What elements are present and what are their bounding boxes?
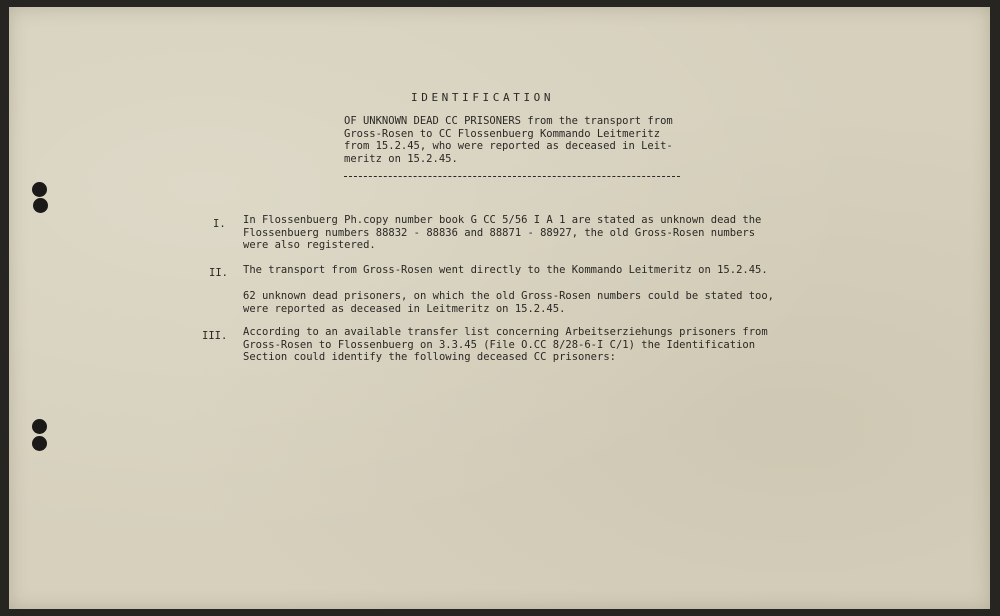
document-heading: IDENTIFICATION xyxy=(411,91,555,104)
section-numeral: III. xyxy=(202,330,228,342)
punch-hole xyxy=(32,436,47,451)
section-text: 62 unknown dead prisoners, on which the old Gross-Rosen numbers could be stated too, were reported as deceased in Leitmeritz on 15.2.45. xyxy=(243,290,775,315)
punch-hole xyxy=(33,198,48,213)
dashed-underline xyxy=(344,176,680,177)
punch-hole xyxy=(32,419,47,434)
section-text: According to an available transfer list concerning Arbeitserziehungs prisoners from Gross-Rosen to Flossenbuerg on 3.3.45 (File O.CC 8/28-6-I C/1) the Identification Section could identify the following deceased CC prisoners: xyxy=(243,326,768,364)
section-numeral: II. xyxy=(209,267,228,279)
section-numeral: I. xyxy=(213,218,226,230)
document-subtitle: OF UNKNOWN DEAD CC PRISONERS from the transport from Gross-Rosen to CC Flossenbuerg Kommando Leitmeritz from 15.2.45, who were reported as deceased in Leit- meritz on 15.2.45. xyxy=(344,115,673,165)
section-text: The transport from Gross-Rosen went directly to the Kommando Leitmeritz on 15.2.45. xyxy=(243,264,768,276)
section-text: In Flossenbuerg Ph.copy number book G CC 5/56 I A 1 are stated as unknown dead the Flossenbuerg numbers 88832 - 88836 and 88871 - 88927, the old Gross-Rosen numbers were also registered. xyxy=(243,214,762,252)
document-page xyxy=(9,7,990,609)
punch-hole xyxy=(32,182,47,197)
